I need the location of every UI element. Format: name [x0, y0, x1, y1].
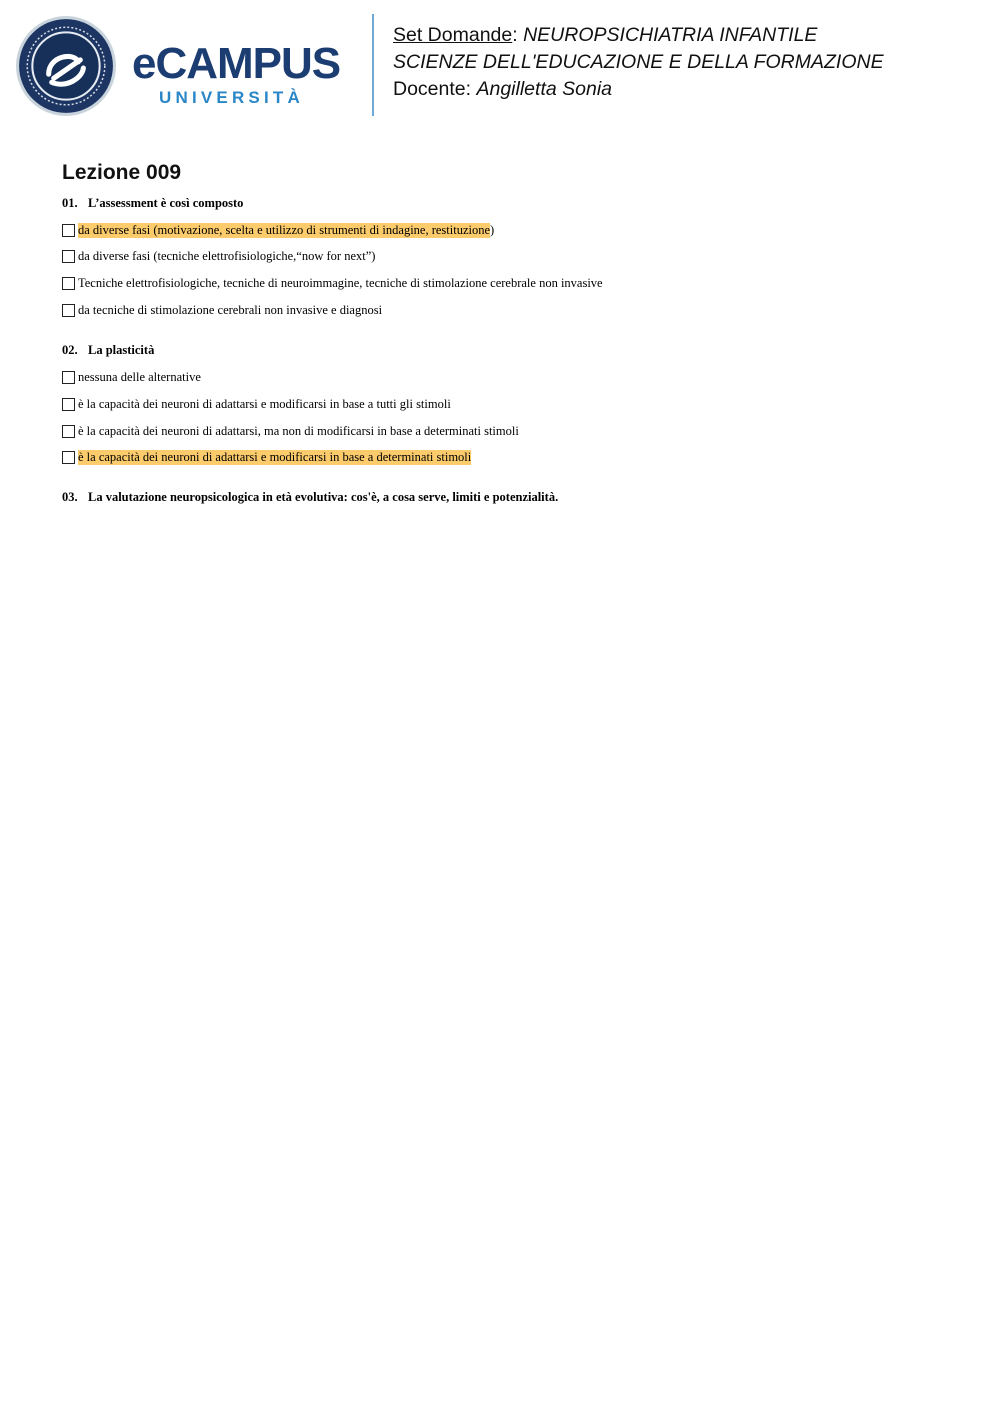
answer-text: nessuna delle alternative: [78, 369, 201, 384]
answer-option[interactable]: [62, 302, 382, 318]
answer-checkbox[interactable]: [62, 425, 75, 438]
question-number: 02.: [62, 343, 78, 357]
course-line: [393, 49, 884, 76]
ecampus-logo: [132, 38, 357, 113]
header-divider: [372, 14, 374, 116]
page-header: [0, 0, 1000, 130]
answer-checkbox[interactable]: [62, 250, 75, 263]
answer-option[interactable]: [62, 396, 451, 412]
answer-text: è la capacità dei neuroni di adattarsi, ma non di modificarsi in base a determinati stimoli: [78, 423, 519, 438]
question-text: L’assessment è così composto: [88, 196, 244, 210]
answer-text: è la capacità dei neuroni di adattarsi e modificarsi in base a determinati stimoli: [78, 449, 472, 464]
logo-subtitle: UNIVERSITÀ: [159, 88, 304, 107]
answer-checkbox[interactable]: [62, 224, 75, 237]
answer-option[interactable]: [62, 369, 201, 385]
question-text: La plasticità: [88, 343, 155, 357]
set-label: Set Domande: [393, 24, 513, 46]
header-info: [393, 22, 884, 103]
question-number: 03.: [62, 490, 78, 504]
teacher-line: [393, 76, 884, 103]
answer-checkbox[interactable]: [62, 398, 75, 411]
subject: NEUROPSICHIATRIA INFANTILE: [523, 24, 818, 46]
answer-option[interactable]: [62, 248, 375, 264]
teacher-label: Docente:: [393, 78, 472, 100]
answer-text-suffix: ): [490, 222, 495, 237]
teacher-name: Angilletta Sonia: [476, 78, 612, 100]
answer-option[interactable]: [62, 275, 603, 291]
question-number: 01.: [62, 196, 78, 210]
answer-checkbox[interactable]: [62, 371, 75, 384]
course: SCIENZE DELL'EDUCAZIONE E DELLA FORMAZIONE: [393, 51, 884, 73]
lesson-title: Lezione 009: [62, 161, 182, 184]
question-title: [62, 490, 558, 505]
logo-name: eCAMPUS: [132, 39, 341, 88]
question-title: [62, 343, 154, 358]
answer-checkbox[interactable]: [62, 277, 75, 290]
university-seal-logo: [15, 15, 117, 117]
set-line: Set Domande: NEUROPSICHIATRIA INFANTILE: [393, 24, 818, 46]
answer-checkbox[interactable]: [62, 451, 75, 464]
question-title: [62, 196, 243, 211]
answer-text: Tecniche elettrofisiologiche, tecniche di neuroimmagine, tecniche di stimolazione cerebrale non invasive: [78, 275, 603, 290]
question-text: La valutazione neuropsicologica in età evolutiva: cos'è, a cosa serve, limiti e potenzialità.: [88, 490, 559, 504]
answer-text: da diverse fasi (motivazione, scelta e utilizzo di strumenti di indagine, restituzione: [78, 222, 491, 237]
answer-checkbox[interactable]: [62, 304, 75, 317]
answer-option[interactable]: [62, 449, 471, 465]
answer-text: è la capacità dei neuroni di adattarsi e modificarsi in base a tutti gli stimoli: [78, 396, 451, 411]
answer-option[interactable]: [62, 423, 519, 439]
answer-text: da tecniche di stimolazione cerebrali non invasive e diagnosi: [78, 302, 383, 317]
answer-text: da diverse fasi (tecniche elettrofisiologiche,“now for next”): [78, 248, 376, 263]
answer-option[interactable]: [62, 222, 494, 238]
